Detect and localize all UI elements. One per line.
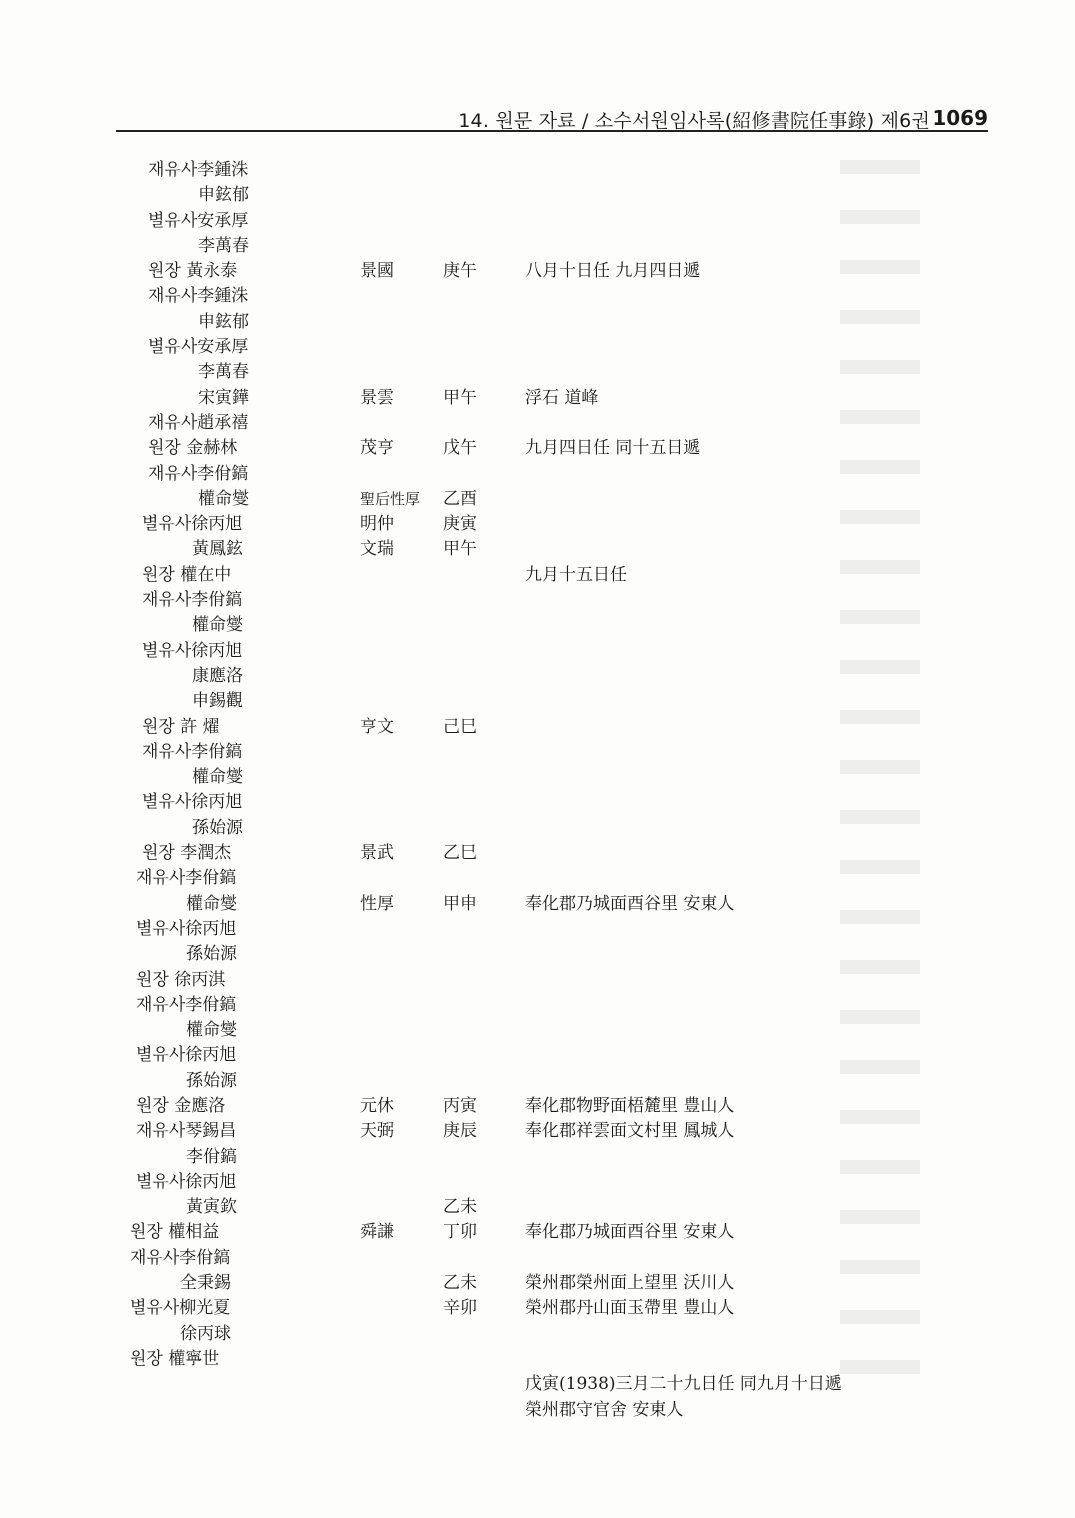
record-row	[0, 1119, 1075, 1144]
record-courtesy-name: 茂亨	[360, 438, 394, 459]
record-courtesy-name: 景雲	[360, 387, 394, 408]
record-birth-year: 戊午	[443, 438, 477, 459]
record-courtesy-name: 明仲	[360, 514, 394, 535]
record-name: 全秉錫	[180, 1273, 231, 1294]
record-note: 奉化郡物野面梧麓里 豊山人	[525, 1095, 735, 1116]
record-note: 九月四日任 同十五日遞	[525, 438, 701, 459]
record-row	[0, 942, 1075, 967]
record-row	[0, 740, 1075, 765]
record-courtesy-name: 景武	[360, 843, 394, 864]
record-note: 浮石 道峰	[525, 387, 599, 408]
record-row	[0, 537, 1075, 562]
record-row	[0, 284, 1075, 309]
record-name: 李佾鎬	[186, 1146, 237, 1167]
record-birth-year: 庚午	[443, 261, 477, 282]
record-note: 榮州郡丹山面玉帶里 豊山人	[525, 1298, 735, 1319]
record-row	[0, 613, 1075, 638]
record-name: 申錫觀	[192, 691, 243, 712]
record-name: 별유사徐丙旭	[136, 918, 237, 939]
page-number: 1069	[932, 106, 988, 130]
record-row	[0, 765, 1075, 790]
record-row	[0, 1271, 1075, 1296]
record-birth-year: 己巳	[443, 716, 477, 737]
record-note: 奉化郡乃城面酉谷里 安東人	[525, 1222, 735, 1243]
record-row	[0, 386, 1075, 411]
record-row	[0, 1296, 1075, 1321]
record-row	[0, 360, 1075, 385]
record-birth-year: 辛卯	[443, 1298, 477, 1319]
record-name: 孫始源	[186, 1070, 237, 1091]
record-name: 黃寅欽	[186, 1197, 237, 1218]
record-birth-year: 乙未	[443, 1273, 477, 1294]
record-name: 宋寅鏵	[198, 387, 249, 408]
record-row	[0, 866, 1075, 891]
record-name: 원장 權在中	[142, 564, 232, 585]
record-row	[0, 816, 1075, 841]
record-row	[0, 917, 1075, 942]
record-name: 별유사徐丙旭	[136, 1171, 237, 1192]
record-row	[0, 664, 1075, 689]
record-name: 孫始源	[186, 944, 237, 965]
record-name: 權命燮	[186, 1020, 237, 1041]
record-name: 별유사柳光夏	[130, 1298, 231, 1319]
record-note: 八月十日任 九月四日遞	[525, 261, 701, 282]
record-row	[0, 158, 1075, 183]
record-name: 孫始源	[192, 817, 243, 838]
record-name: 權命燮	[198, 488, 249, 509]
record-name: 원장 李潤杰	[142, 843, 232, 864]
record-row	[0, 993, 1075, 1018]
record-name: 재유사李佾鎬	[136, 994, 237, 1015]
record-note: 九月十五日任	[525, 564, 627, 585]
record-name: 원장 黃永泰	[148, 261, 238, 282]
record-row	[0, 1069, 1075, 1094]
record-name: 權命燮	[186, 893, 237, 914]
record-row	[0, 310, 1075, 335]
record-row	[0, 1043, 1075, 1068]
record-name: 李萬春	[198, 235, 249, 256]
record-name: 별유사徐丙旭	[136, 1045, 237, 1066]
record-name: 재유사李佾鎬	[130, 1247, 231, 1268]
record-row	[0, 689, 1075, 714]
record-name: 申鉉郁	[198, 311, 249, 332]
header-rule	[116, 130, 988, 132]
record-note: 奉化郡乃城面酉谷里 安東人	[525, 893, 735, 914]
record-courtesy-name: 亨文	[360, 716, 394, 737]
record-row	[0, 1398, 1075, 1423]
record-name: 별유사徐丙旭	[142, 792, 243, 813]
record-note: 榮州郡榮州面上望里 沃川人	[525, 1273, 735, 1294]
record-birth-year: 乙未	[443, 1197, 477, 1218]
record-name: 재유사琴錫昌	[136, 1121, 237, 1142]
record-name: 權命燮	[192, 615, 243, 636]
record-row	[0, 639, 1075, 664]
record-row	[0, 1220, 1075, 1245]
record-name: 별유사徐丙旭	[142, 514, 243, 535]
record-name: 별유사安承厚	[148, 337, 249, 358]
record-birth-year: 甲午	[443, 539, 477, 560]
record-row	[0, 563, 1075, 588]
record-name: 李萬春	[198, 362, 249, 383]
record-row	[0, 209, 1075, 234]
record-row	[0, 411, 1075, 436]
record-name: 재유사李鍾洙	[148, 160, 249, 180]
record-name: 재유사李佾鎬	[136, 868, 237, 889]
record-row	[0, 892, 1075, 917]
record-row	[0, 715, 1075, 740]
record-row	[0, 335, 1075, 360]
record-courtesy-name: 景國	[360, 261, 394, 282]
record-courtesy-name: 性厚	[360, 893, 394, 914]
record-birth-year: 庚寅	[443, 514, 477, 535]
record-name: 원장 權相益	[130, 1222, 220, 1243]
record-row	[0, 512, 1075, 537]
record-courtesy-name: 文瑞	[360, 539, 394, 560]
record-row	[0, 234, 1075, 259]
record-row	[0, 183, 1075, 208]
record-birth-year: 丙寅	[443, 1095, 477, 1116]
record-row	[0, 790, 1075, 815]
record-courtesy-name: 天弼	[360, 1121, 394, 1142]
record-courtesy-name: 聖后性厚	[360, 489, 421, 508]
record-name: 康應洛	[192, 665, 243, 686]
record-name: 원장 徐丙淇	[136, 969, 226, 990]
record-name: 원장 權寧世	[130, 1348, 220, 1369]
record-list	[0, 158, 1075, 1423]
record-row	[0, 436, 1075, 461]
record-name: 별유사徐丙旭	[142, 640, 243, 661]
record-note: 榮州郡守官舍 安東人	[525, 1399, 684, 1420]
record-row	[0, 1347, 1075, 1372]
record-name: 원장 金應洛	[136, 1095, 226, 1116]
record-birth-year: 庚辰	[443, 1121, 477, 1142]
running-title: 14. 원문 자료 / 소수서원임사록(紹修書院任事錄) 제6권	[458, 110, 930, 132]
record-row	[0, 1145, 1075, 1170]
record-name: 黃鳳鉉	[192, 539, 243, 560]
record-name: 權命燮	[192, 767, 243, 788]
record-note: 戊寅(1938)三月二十九日任 同九月十日遞	[525, 1374, 842, 1395]
record-row	[0, 1322, 1075, 1347]
record-note: 奉化郡祥雲面文村里 鳳城人	[525, 1121, 735, 1142]
record-row	[0, 1246, 1075, 1271]
record-row	[0, 487, 1075, 512]
record-row	[0, 1170, 1075, 1195]
record-courtesy-name: 元休	[360, 1095, 394, 1116]
record-name: 재유사李佾鎬	[142, 590, 243, 611]
record-courtesy-name: 舜謙	[360, 1222, 394, 1243]
record-name: 원장 金赫林	[148, 438, 238, 459]
record-birth-year: 甲申	[443, 893, 477, 914]
record-name: 申鉉郁	[198, 185, 249, 206]
record-row	[0, 1018, 1075, 1043]
record-birth-year: 丁卯	[443, 1222, 477, 1243]
record-birth-year: 甲午	[443, 387, 477, 408]
record-row	[0, 259, 1075, 284]
record-name: 재유사李鍾洙	[148, 286, 249, 307]
record-row	[0, 588, 1075, 613]
record-name: 별유사安承厚	[148, 210, 249, 231]
record-birth-year: 乙酉	[443, 488, 477, 509]
record-row	[0, 462, 1075, 487]
record-row	[0, 968, 1075, 993]
record-name: 재유사李佾鎬	[148, 463, 249, 484]
record-row	[0, 1094, 1075, 1119]
record-row	[0, 1195, 1075, 1220]
record-row	[0, 1372, 1075, 1397]
record-name: 재유사李佾鎬	[142, 741, 243, 762]
record-row	[0, 841, 1075, 866]
record-birth-year: 乙巳	[443, 843, 477, 864]
record-name: 徐丙球	[180, 1323, 231, 1344]
record-name: 재유사趙承禧	[148, 412, 249, 433]
page-header	[116, 104, 988, 130]
record-name: 원장 許 燿	[142, 716, 220, 737]
